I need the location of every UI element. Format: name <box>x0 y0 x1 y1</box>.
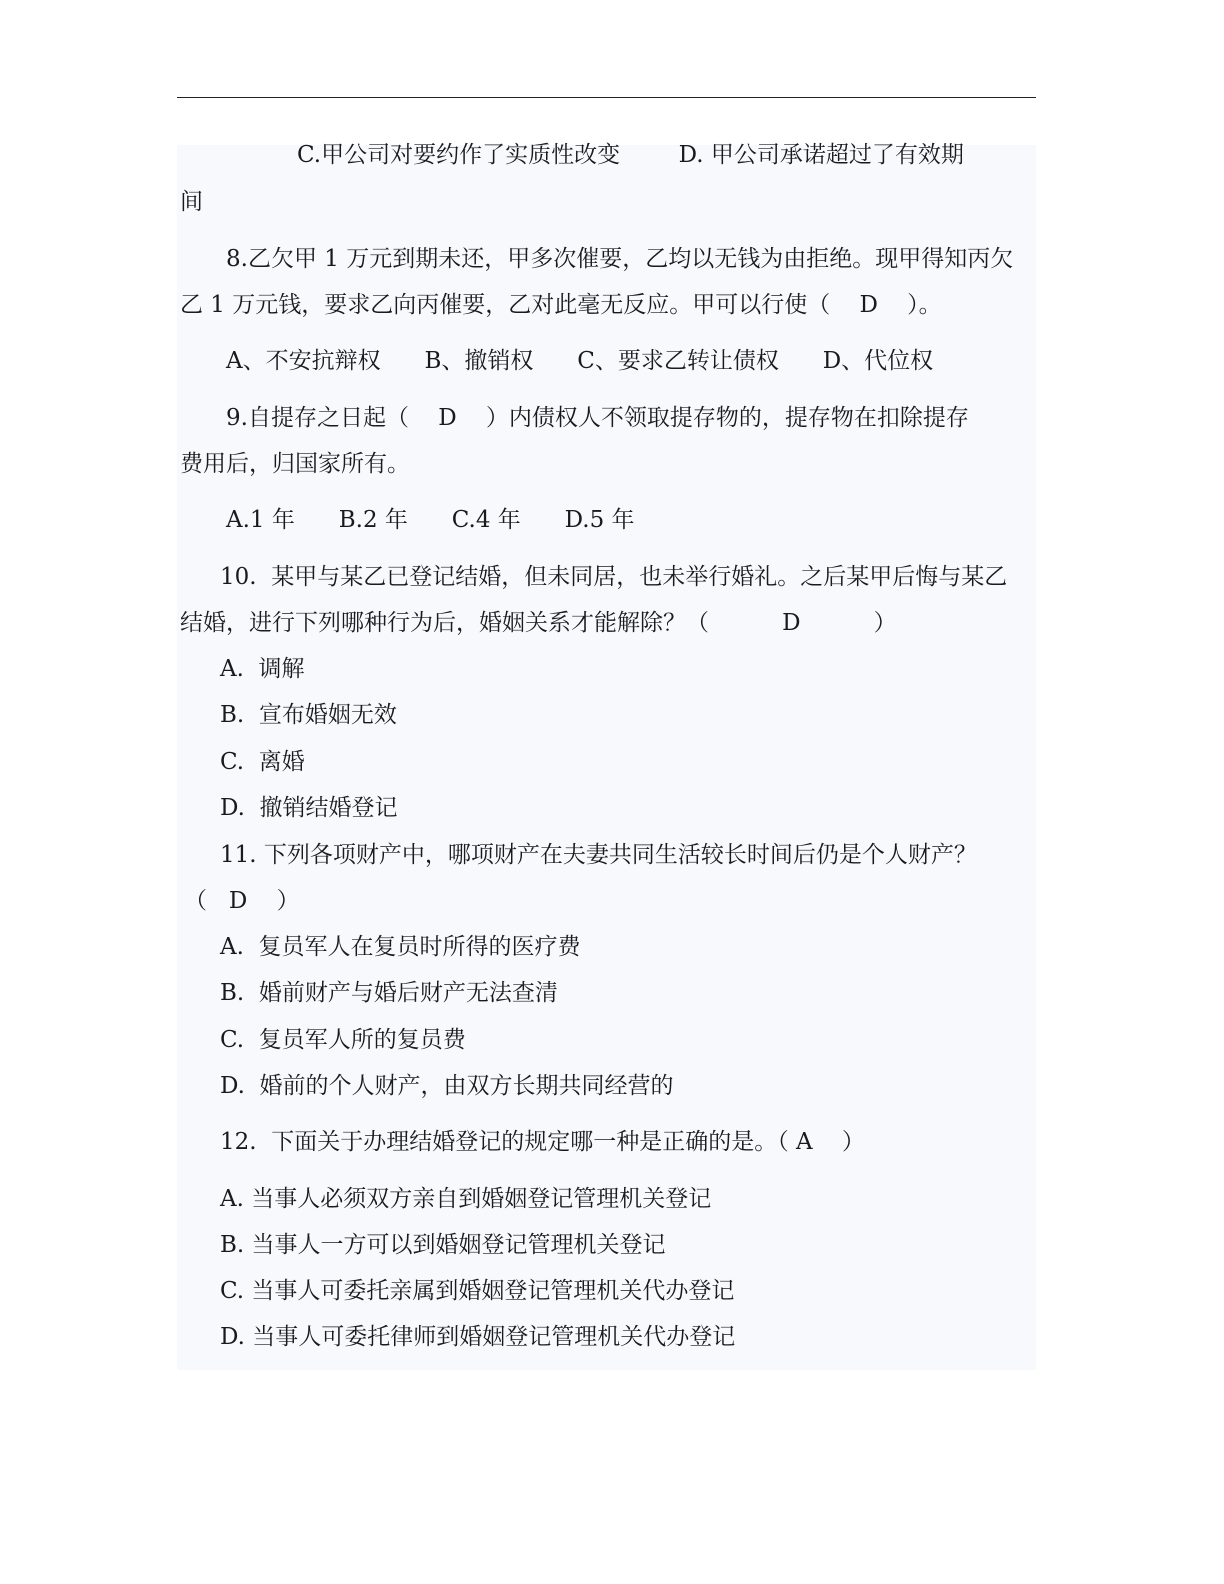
q12-stem: 12. 下面关于办理结婚登记的规定哪一种是正确的是。（ A ） <box>220 1129 865 1155</box>
q10-option-b: B. 宣布婚姻无效 <box>220 702 397 728</box>
q9-stem: 9.自提存之日起（ D ）内债权人不领取提存物的，提存物在扣除提存 <box>226 405 969 431</box>
q11-answer: （ D ） <box>184 888 300 914</box>
q8-stem-cont: 乙 1 万元钱，要求乙向丙催要，乙对此毫无反应。甲可以行使（ D ）。 <box>180 292 942 318</box>
q7-options-cd: C.甲公司对要约作了实质性改变 D. 甲公司承诺超过了有效期 <box>297 142 964 168</box>
q10-option-d: D. 撤销结婚登记 <box>220 795 398 821</box>
q10-stem-cont: 结婚，进行下列哪种行为后，婚姻关系才能解除？（ D ） <box>180 610 897 636</box>
q11-stem: 11. 下列各项财产中，哪项财产在夫妻共同生活较长时间后仍是个人财产？ <box>220 842 977 868</box>
q10-option-a: A. 调解 <box>220 656 305 682</box>
q12-option-b: B. 当事人一方可以到婚姻登记管理机关登记 <box>220 1232 666 1258</box>
q7-options-cd-wrap: 间 <box>180 189 203 215</box>
q12-option-c: C. 当事人可委托亲属到婚姻登记管理机关代办登记 <box>220 1278 735 1304</box>
q12-option-d: D. 当事人可委托律师到婚姻登记管理机关代办登记 <box>220 1324 736 1350</box>
q12-option-a: A. 当事人必须双方亲自到婚姻登记管理机关登记 <box>220 1186 712 1212</box>
q8-options: A、不安抗辩权 B、撤销权 C、要求乙转让债权 D、代位权 <box>226 348 934 374</box>
q10-stem: 10. 某甲与某乙已登记结婚，但未同居，也未举行婚礼。之后某甲后悔与某乙 <box>220 564 1008 590</box>
q9-options: A.1 年 B.2 年 C.4 年 D.5 年 <box>226 507 635 533</box>
q11-option-c: C. 复员军人所的复员费 <box>220 1027 466 1053</box>
q11-option-b: B. 婚前财产与婚后财产无法查清 <box>220 980 558 1006</box>
q11-option-a: A. 复员军人在复员时所得的医疗费 <box>220 934 581 960</box>
q8-stem: 8.乙欠甲 1 万元到期未还，甲多次催要，乙均以无钱为由拒绝。现甲得知丙欠 <box>226 246 1014 272</box>
q11-option-d: D. 婚前的个人财产，由双方长期共同经营的 <box>220 1073 674 1099</box>
q10-option-c: C. 离婚 <box>220 749 305 775</box>
q9-stem-cont: 费用后，归国家所有。 <box>180 451 410 477</box>
page-header-rule <box>177 97 1036 98</box>
